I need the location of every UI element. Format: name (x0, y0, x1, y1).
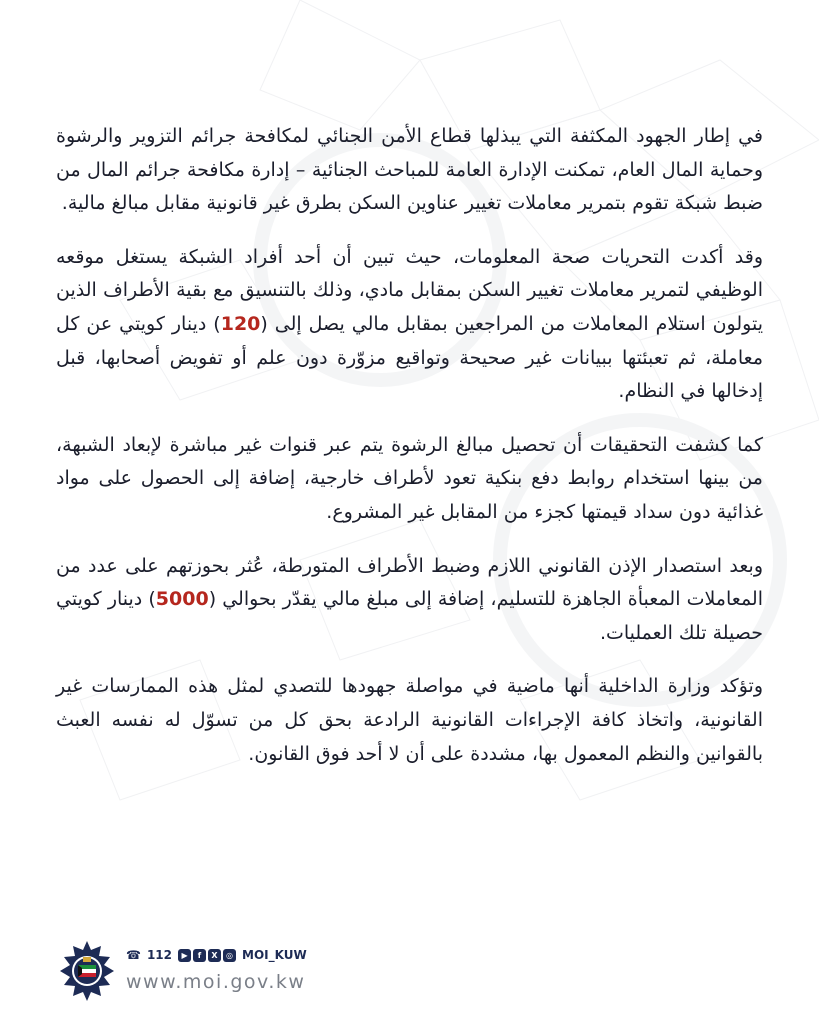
paragraph-4: وبعد استصدار الإذن القانوني اللازم وضبط الأطراف المتورطة، عُثر بحوزتهم على عدد من المعاملات المعبأة الجاهزة للتسليم، إضافة إلى مبلغ مالي يقدّر بحوالي (5000) دينار كويتي حصيلة تلك العمليات. (56, 554, 763, 644)
emergency-phone: 112 (146, 948, 173, 962)
footer (56, 938, 376, 1008)
contact-row (126, 948, 307, 962)
phone-icon: ☎ (126, 948, 141, 962)
paragraph-3: كما كشفت التحقيقات أن تحصيل مبالغ الرشوة يتم عبر قنوات غير مباشرة لإبعاد الشبهة، من بينها استخدام روابط دفع بنكية تعود لأطراف خارجية، إضافة إلى الحصول على مواد غذائية دون سداد قيمتها كجزء من المقابل غير المشروع. (56, 433, 763, 523)
x-icon[interactable]: X (208, 949, 221, 962)
paragraph-1: في إطار الجهود المكثفة التي يبذلها قطاع الأمن الجنائي لمكافحة جرائم التزوير والرشوة وحماية المال العام، تمكنت الإدارة العامة للمباحث الجنائية – إدارة مكافحة جرائم المال من ضبط شبكة تقوم بتمرير معاملات تغيير عناوين السكن بطرق غير قانونية مقابل مبالغ مالية. (56, 125, 763, 215)
social-handle: MOI_KUW (242, 948, 307, 962)
facebook-icon[interactable]: f (193, 949, 206, 962)
article-body (56, 120, 763, 791)
website-url[interactable]: www.moi.gov.kw (126, 971, 306, 993)
youtube-icon[interactable]: ▶ (178, 949, 191, 962)
paragraph-5: وتؤكد وزارة الداخلية أنها ماضية في مواصلة جهودها للتصدي لمثل هذه الممارسات غير القانونية، واتخاذ كافة الإجراءات القانونية الرادعة بحق كل من تسوّل له نفسه العبث بالقوانين والنظم المعمول بها، مشددة على أن لا أحد فوق القانون. (56, 675, 763, 765)
social-icons (178, 949, 236, 962)
amount-per-transaction: 120 (220, 312, 261, 335)
seized-amount: 5000 (155, 588, 209, 611)
paragraph-2: وقد أكدت التحريات صحة المعلومات، حيث تبين أن أحد أفراد الشبكة يستغل موقعه الوظيفي لتمرير معاملات تغيير السكن بمقابل مادي، وذلك بالتنسيق مع بقية الأطراف الذين يتولون استلام المعاملات من المراجعين بمقابل مالي يصل إلى (120) دينار كويتي عن كل معاملة، ثم تعبئتها ببيانات غير صحيحة وتواقيع مزوّرة دون علم أو تفويض أصحابها، قبل إدخالها في النظام. (56, 245, 763, 403)
moi-emblem-icon (56, 940, 118, 1002)
instagram-icon[interactable]: ◎ (223, 949, 236, 962)
